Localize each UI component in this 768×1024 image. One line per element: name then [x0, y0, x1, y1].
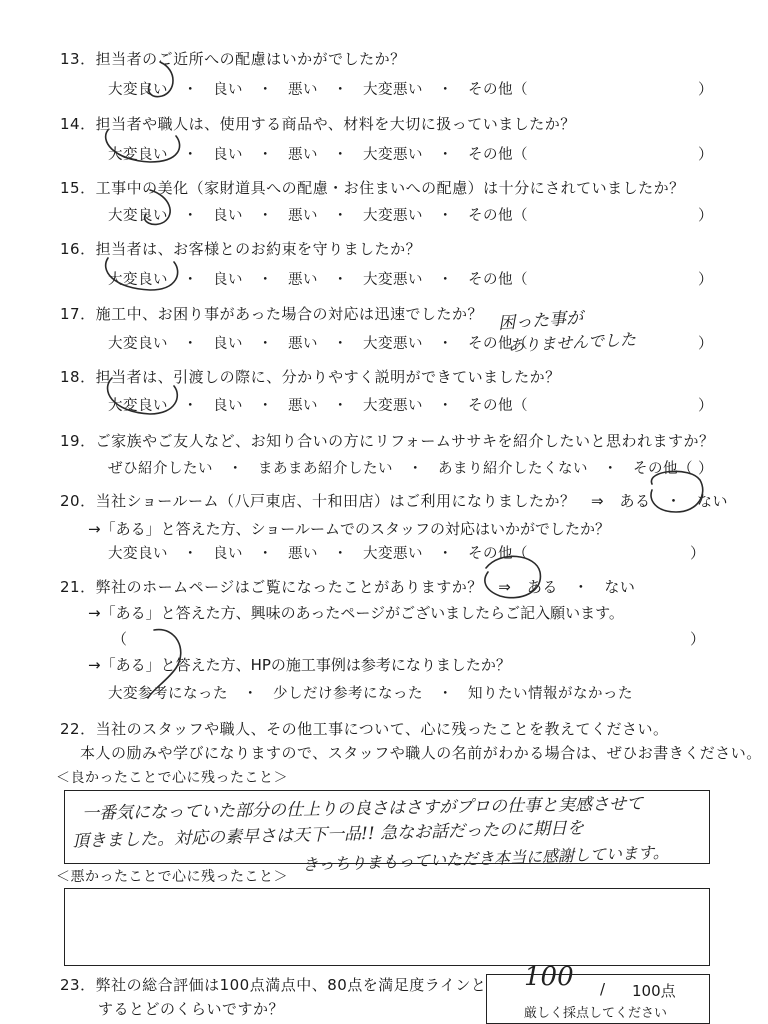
paren-close: ）	[690, 630, 706, 648]
question-18-options: 大変良い ・ 良い ・ 悪い ・ 大変悪い ・ その他（	[108, 398, 528, 414]
q17-handwritten-note-line2: ありませんでした	[507, 329, 637, 356]
q17-handwritten-note-line1: 困った事が	[497, 308, 584, 334]
question-23-line1: 23．弊社の総合評価は100点満点中、80点を満足度ラインと	[60, 976, 487, 994]
question-21-options: 大変参考になった ・ 少しだけ参考になった ・ 知りたい情報がなかった	[108, 686, 633, 702]
question-19-options: ぜひ紹介したい ・ まあまあ紹介したい ・ あまり紹介したくない ・ その他（	[108, 461, 693, 477]
question-17-text: 17．施工中、お困り事があった場合の対応は迅速でしたか？	[60, 305, 483, 323]
paren-close: ）	[698, 396, 714, 414]
paren-close: ）	[698, 459, 714, 477]
question-21-sub2: →「ある」と答えた方、HPの施工事例は参考になりましたか？	[88, 656, 511, 674]
question-22-line2: 本人の励みや学びになりますので、スタッフや職人の名前がわかる場合は、ぜひお書きください。	[80, 744, 762, 762]
score-value: 100	[524, 962, 574, 992]
question-21-paren-open: （	[112, 630, 128, 648]
question-19-text: 19．ご家族やご友人など、お知り合いの方にリフォームササキを紹介したいと思われますか？	[60, 432, 715, 450]
question-17-options: 大変良い ・ 良い ・ 悪い ・ 大変悪い ・ その他（	[108, 336, 528, 352]
question-15-text: 15．工事中の美化（家財道具への配慮・お住まいへの配慮）は十分にされていましたか？	[60, 179, 685, 197]
paren-close: ）	[690, 544, 706, 562]
question-16-options: 大変良い ・ 良い ・ 悪い ・ 大変悪い ・ その他（	[108, 272, 528, 288]
paren-close: ）	[698, 334, 714, 352]
good-label: ＜良かったことで心に残ったこと＞	[56, 770, 288, 786]
good-answer-line1: 一番気になっていた部分の仕上りの良さはさすがプロの仕事と実感させて	[81, 794, 644, 824]
question-21-sub1: →「ある」と答えた方、興味のあったページがございましたらご記入願います。	[88, 604, 624, 622]
bad-label: ＜悪かったことで心に残ったこと＞	[56, 869, 288, 885]
question-20-sub: →「ある」と答えた方、ショールームでのスタッフの対応はいかがでしたか？	[88, 520, 610, 538]
good-answer-line3: きっちりまもっていただき本当に感謝しています。	[301, 842, 669, 875]
question-14-options: 大変良い ・ 良い ・ 悪い ・ 大変悪い ・ その他（	[108, 147, 528, 163]
question-14-text: 14．担当者や職人は、使用する商品や、材料を大切に扱っていましたか？	[60, 115, 576, 133]
paren-close: ）	[698, 80, 714, 98]
question-22-line1: 22．当社のスタッフや職人、その他工事について、心に残ったことを教えてください。	[60, 720, 669, 738]
question-23-line2: するとどのくらいですか？	[98, 1000, 285, 1018]
bad-answer-box	[64, 888, 710, 966]
good-answer-line2: 頂きました。対応の素早さは天下一品!! 急なお話だったのに期日を	[71, 818, 585, 852]
score-max: 100点	[632, 982, 676, 1000]
paren-close: ）	[698, 270, 714, 288]
paren-close: ）	[698, 206, 714, 224]
question-16-text: 16．担当者は、お客様とのお約束を守りましたか？	[60, 240, 422, 258]
paren-close: ）	[698, 145, 714, 163]
question-20-options: 大変良い ・ 良い ・ 悪い ・ 大変悪い ・ その他（	[108, 546, 528, 562]
question-18-text: 18．担当者は、引渡しの際に、分かりやすく説明ができていましたか？	[60, 368, 561, 386]
score-note: 厳しく採点してください	[524, 1006, 668, 1021]
score-slash: /	[600, 980, 606, 998]
question-20-text: 20．当社ショールーム（八戸東店、十和田店）はご利用になりましたか？ ⇒ ある ・ ない	[60, 492, 729, 510]
question-13-options: 大変良い ・ 良い ・ 悪い ・ 大変悪い ・ その他（	[108, 82, 528, 98]
question-21-text: 21．弊社のホームページはご覧になったことがありますか？ ⇒ ある ・ ない	[60, 578, 636, 596]
question-15-options: 大変良い ・ 良い ・ 悪い ・ 大変悪い ・ その他（	[108, 208, 528, 224]
question-13-text: 13．担当者のご近所への配慮はいかがでしたか？	[60, 50, 406, 68]
